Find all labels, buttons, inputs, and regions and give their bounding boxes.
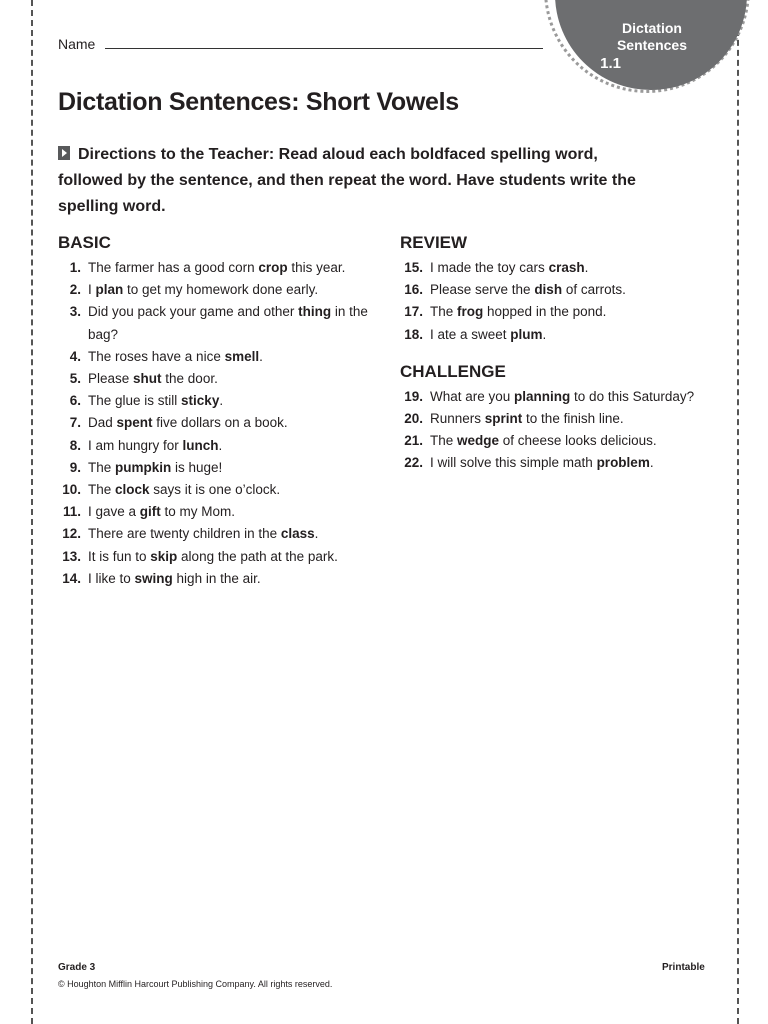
spelling-word: crash <box>548 260 585 275</box>
footer-grade: Grade 3 <box>58 962 96 973</box>
sentence-text <box>88 571 261 586</box>
sentence-before: The glue is still <box>88 393 182 409</box>
sentence-before: I like to <box>88 570 135 586</box>
sentence-text <box>88 282 318 297</box>
spelling-word: sticky <box>181 393 220 409</box>
sentence-before: Dad <box>88 415 117 431</box>
directions <box>58 142 658 220</box>
lesson-badge-text <box>598 20 706 72</box>
spelling-word: smell <box>224 348 260 364</box>
sentence-item <box>400 324 720 346</box>
badge-line1: Dictation <box>622 20 682 36</box>
spelling-word: plan <box>95 282 124 298</box>
name-field[interactable] <box>105 48 543 49</box>
sentence-text <box>430 282 626 297</box>
sentence-before: The farmer has a good corn <box>88 260 259 275</box>
sentence-item <box>400 430 720 452</box>
sentence-text <box>88 371 218 386</box>
sentence-text <box>88 526 318 541</box>
item-number: 10. <box>62 482 81 498</box>
sentence-text <box>430 389 694 404</box>
sentence-item <box>58 390 378 412</box>
spelling-word: sprint <box>484 411 523 427</box>
spelling-word: crop <box>258 260 288 275</box>
item-number: 20. <box>404 411 423 427</box>
sentence-after: to the finish line. <box>522 411 624 427</box>
item-number: 22. <box>404 455 423 471</box>
item-number: 4. <box>69 348 81 364</box>
spelling-word: wedge <box>457 433 500 449</box>
sentence-before: It is fun to <box>88 548 151 564</box>
sentence-text <box>88 393 223 408</box>
sentence-before: I gave a <box>88 504 140 520</box>
spelling-word: swing <box>134 570 173 586</box>
sentence-after: of carrots. <box>562 282 626 298</box>
spelling-word: planning <box>514 388 571 404</box>
item-number: 13. <box>62 548 81 564</box>
sentence-item <box>58 568 378 590</box>
challenge-heading: CHALLENGE <box>400 361 506 381</box>
spelling-word: class <box>280 526 315 542</box>
spelling-word: skip <box>150 548 178 564</box>
sentence-item <box>400 279 720 301</box>
basic-heading: BASIC <box>58 233 111 252</box>
sentence-item <box>58 412 378 434</box>
item-number: 9. <box>69 459 81 475</box>
sentence-item <box>58 346 378 368</box>
sentence-after: to my Mom. <box>160 504 236 520</box>
sentence-after: . <box>219 393 224 409</box>
sentence-after: . <box>542 326 547 342</box>
sentence-before: Please <box>88 371 134 387</box>
sentence-before: I <box>88 282 96 298</box>
sentence-text <box>88 349 263 364</box>
footer-printable: Printable <box>662 962 705 973</box>
cut-line-left <box>31 0 33 1024</box>
sentence-after: five dollars on a book. <box>152 415 288 431</box>
sentence-before: Did you pack your game and other <box>88 304 299 320</box>
sentence-after: to do this Saturday? <box>570 388 695 404</box>
sentence-text <box>430 260 588 275</box>
sentence-text <box>88 482 280 497</box>
sentence-item <box>58 435 378 457</box>
cut-line-right <box>737 0 739 1024</box>
basic-list <box>58 257 378 590</box>
sentence-after: this year. <box>287 260 346 275</box>
sentence-before: I am hungry for <box>88 437 183 453</box>
sentence-item <box>400 257 720 279</box>
sentence-after: . <box>584 260 589 275</box>
item-number: 16. <box>404 282 423 298</box>
sentence-item <box>58 279 378 301</box>
spelling-word: pumpkin <box>115 459 172 475</box>
sentence-item <box>58 257 378 279</box>
sentence-text <box>88 438 222 453</box>
sentence-item <box>58 501 378 523</box>
sentence-before: The <box>88 459 116 475</box>
sentence-text <box>430 411 624 426</box>
name-label: Name <box>58 36 96 52</box>
spelling-word: lunch <box>182 437 219 453</box>
badge-number: 1.1 <box>600 55 621 72</box>
sentence-item <box>58 368 378 390</box>
sentence-text <box>88 304 368 341</box>
sentence-after: of cheese looks delicious. <box>499 433 657 449</box>
sentence-item <box>58 546 378 568</box>
sentence-after: along the path at the park. <box>177 548 338 564</box>
footer-copyright: © Houghton Mifflin Harcourt Publishing Company. All rights reserved. <box>58 979 333 989</box>
sentence-after: the door. <box>161 371 218 387</box>
item-number: 8. <box>69 437 81 453</box>
spelling-word: dish <box>534 282 563 298</box>
review-heading: REVIEW <box>400 233 468 252</box>
spelling-word: plum <box>510 326 543 342</box>
sentence-before: I will solve this simple math <box>430 455 597 471</box>
basic-column <box>58 232 378 590</box>
sentence-after: . <box>259 348 263 364</box>
sentence-item <box>58 479 378 501</box>
item-number: 17. <box>404 304 423 320</box>
sentence-text <box>430 327 546 342</box>
sentence-text <box>430 304 606 319</box>
directions-text: Directions to the Teacher: Read aloud each boldfaced spelling word, followed by the sentence, and then repeat the word. Have students write the spelling word. <box>58 146 636 215</box>
sentence-after: is huge! <box>171 459 223 475</box>
sentence-after: hopped in the pond. <box>483 304 607 320</box>
sentence-after: . <box>649 455 654 471</box>
sentence-text <box>88 460 222 475</box>
item-number: 14. <box>62 570 81 586</box>
sentence-before: Please serve the <box>430 282 535 298</box>
sentence-after: says it is one o’clock. <box>149 482 281 498</box>
spelling-word: problem <box>596 455 650 471</box>
item-number: 3. <box>69 304 81 320</box>
badge-line2: Sentences <box>616 37 688 53</box>
sentence-before: I ate a sweet <box>430 326 511 342</box>
sentence-text <box>88 260 345 275</box>
item-number: 21. <box>404 433 423 449</box>
sentence-item <box>400 301 720 323</box>
sentence-after: . <box>218 437 223 453</box>
sentence-item <box>400 452 720 474</box>
item-number: 5. <box>69 371 81 387</box>
review-challenge-column <box>400 232 720 475</box>
sentence-before: The <box>88 482 116 498</box>
sentence-before: There are twenty children in the <box>88 526 281 542</box>
item-number: 18. <box>404 326 423 342</box>
sentence-before: The roses have a nice <box>88 348 225 364</box>
sentence-text <box>430 455 654 470</box>
sentence-before: The <box>430 304 458 320</box>
item-number: 15. <box>404 260 423 275</box>
page-title: Dictation Sentences: Short Vowels <box>58 88 459 116</box>
item-number: 12. <box>62 526 81 542</box>
sentence-after: high in the air. <box>172 570 261 586</box>
item-number: 6. <box>69 393 81 409</box>
sentence-text <box>430 433 657 448</box>
sentence-item <box>400 386 720 408</box>
item-number: 2. <box>69 282 81 298</box>
item-number: 11. <box>62 504 81 520</box>
spelling-word: shut <box>133 371 162 387</box>
spelling-word: clock <box>115 482 150 498</box>
sentence-after: to get my homework done early. <box>123 282 319 298</box>
sentence-before: What are you <box>430 388 515 404</box>
sentence-before: Runners <box>430 411 485 427</box>
spelling-word: frog <box>457 304 484 320</box>
challenge-list <box>400 386 720 475</box>
spelling-word: spent <box>116 415 153 431</box>
sentence-before: I made the toy cars <box>430 260 549 275</box>
spelling-word: gift <box>139 504 161 520</box>
spelling-word: thing <box>298 304 332 320</box>
sentence-after: in the bag? <box>88 304 368 342</box>
sentence-after: . <box>314 526 319 542</box>
item-number: 19. <box>404 388 423 404</box>
sentence-item <box>58 523 378 545</box>
sentence-item <box>400 408 720 430</box>
item-number: 1. <box>69 260 81 275</box>
sentence-text <box>88 504 235 519</box>
sentence-item <box>58 457 378 479</box>
review-list <box>400 257 720 346</box>
sentence-before: The <box>430 433 458 449</box>
sentence-text <box>88 415 288 430</box>
arrow-bullet-icon <box>58 146 70 160</box>
item-number: 7. <box>69 415 81 431</box>
sentence-text <box>88 549 338 564</box>
sentence-item <box>58 301 378 345</box>
